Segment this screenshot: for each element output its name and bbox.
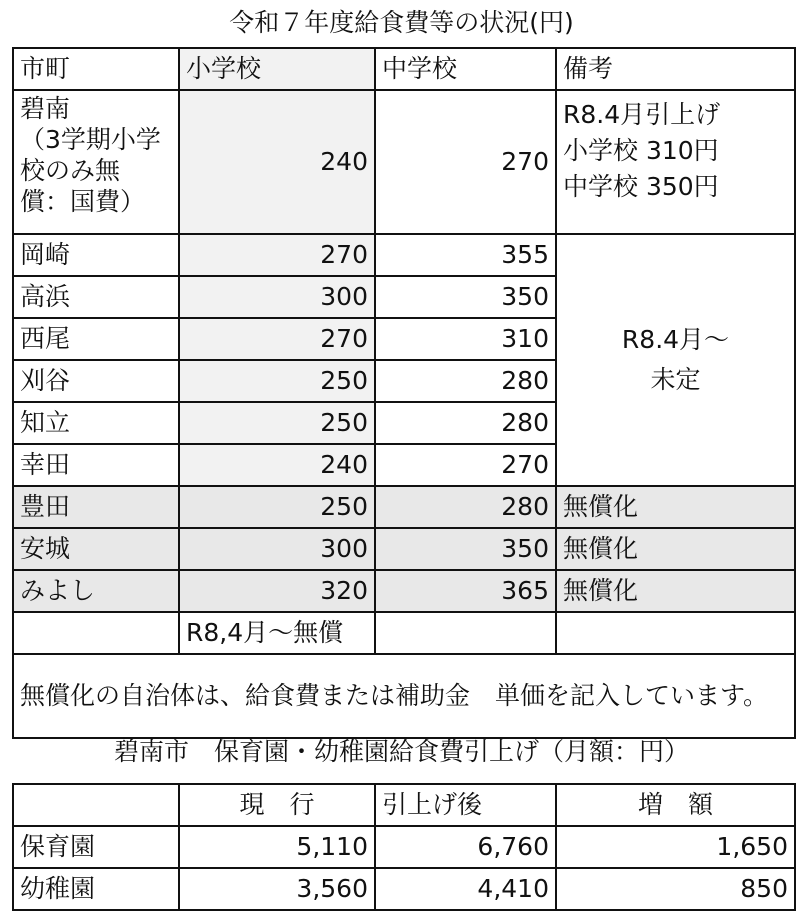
miyoshi-note: R8,4月～無償 xyxy=(179,612,375,654)
hekinan-city-line: 碧南 xyxy=(20,94,71,123)
junior-fee: 355 xyxy=(375,234,556,276)
page-title: 令和７年度給食費等の状況(円) xyxy=(229,8,574,37)
group-remark-line: 未定 xyxy=(650,365,701,394)
junior-fee: 310 xyxy=(375,318,556,360)
hekinan-remark-line: R8.4月引上げ xyxy=(563,100,721,129)
header-junior: 中学校 xyxy=(375,48,556,90)
footnote: 無償化の自治体は、給食費または補助金 単価を記入しています。 xyxy=(13,654,795,738)
elementary-fee: 270 xyxy=(179,234,375,276)
elementary-fee: 250 xyxy=(179,402,375,444)
group-remark-cell xyxy=(556,234,795,486)
increase-amount: 1,650 xyxy=(556,826,795,868)
nursery-fee-table xyxy=(12,783,796,911)
empty-cell xyxy=(13,612,179,654)
junior-fee: 280 xyxy=(375,360,556,402)
hekinan-city-line: 校のみ無 xyxy=(20,156,121,185)
header-row xyxy=(13,784,795,826)
header-row xyxy=(13,48,795,90)
table-row-free xyxy=(13,570,795,612)
junior-fee: 365 xyxy=(375,570,556,612)
current-fee: 3,560 xyxy=(179,868,375,910)
table-row-free xyxy=(13,486,795,528)
hekinan-city-cell xyxy=(13,90,179,234)
remarks: 無償化 xyxy=(556,528,795,570)
table-row xyxy=(13,868,795,910)
table-row-free xyxy=(13,528,795,570)
city-name: 西尾 xyxy=(13,318,179,360)
hekinan-elementary: 240 xyxy=(179,90,375,234)
header-city: 市町 xyxy=(13,48,179,90)
city-name: 高浜 xyxy=(13,276,179,318)
elementary-fee: 240 xyxy=(179,444,375,486)
header-elementary: 小学校 xyxy=(179,48,375,90)
empty-cell xyxy=(556,612,795,654)
table-row-note xyxy=(13,612,795,654)
elementary-fee: 320 xyxy=(179,570,375,612)
group-remark-line: R8.4月～ xyxy=(621,325,730,354)
city-name: みよし xyxy=(13,570,179,612)
elementary-fee: 270 xyxy=(179,318,375,360)
city-name: 豊田 xyxy=(13,486,179,528)
empty-cell xyxy=(375,612,556,654)
hekinan-city-line: 償：国費） xyxy=(20,187,146,216)
hekinan-junior: 270 xyxy=(375,90,556,234)
current-fee: 5,110 xyxy=(179,826,375,868)
elementary-fee: 250 xyxy=(179,360,375,402)
city-name: 幸田 xyxy=(13,444,179,486)
lunch-fee-table xyxy=(12,47,796,739)
header-increase: 増 額 xyxy=(556,784,795,826)
hekinan-remark-line: 小学校 310円 xyxy=(563,136,719,165)
junior-fee: 350 xyxy=(375,528,556,570)
section-title: 碧南市 保育園・幼稚園給食費引上げ（月額：円） xyxy=(113,737,689,766)
increase-amount: 850 xyxy=(556,868,795,910)
city-name: 安城 xyxy=(13,528,179,570)
hekinan-remarks-cell xyxy=(556,90,795,234)
elementary-fee: 300 xyxy=(179,276,375,318)
table-row-hekinan xyxy=(13,90,795,234)
header-after: 引上げ後 xyxy=(375,784,556,826)
junior-fee: 280 xyxy=(375,486,556,528)
city-name: 刈谷 xyxy=(13,360,179,402)
elementary-fee: 250 xyxy=(179,486,375,528)
city-name: 知立 xyxy=(13,402,179,444)
city-name: 岡崎 xyxy=(13,234,179,276)
hekinan-remark-line: 中学校 350円 xyxy=(563,172,719,201)
header-blank xyxy=(13,784,179,826)
table-row xyxy=(13,826,795,868)
footnote-row xyxy=(13,654,795,738)
junior-fee: 350 xyxy=(375,276,556,318)
header-remarks: 備考 xyxy=(556,48,795,90)
facility-name: 保育園 xyxy=(13,826,179,868)
header-current: 現 行 xyxy=(179,784,375,826)
junior-fee: 280 xyxy=(375,402,556,444)
table-row xyxy=(13,234,795,276)
junior-fee: 270 xyxy=(375,444,556,486)
elementary-fee: 300 xyxy=(179,528,375,570)
after-fee: 6,760 xyxy=(375,826,556,868)
remarks: 無償化 xyxy=(556,486,795,528)
facility-name: 幼稚園 xyxy=(13,868,179,910)
after-fee: 4,410 xyxy=(375,868,556,910)
remarks: 無償化 xyxy=(556,570,795,612)
hekinan-city-line: （3学期小学 xyxy=(20,125,161,154)
